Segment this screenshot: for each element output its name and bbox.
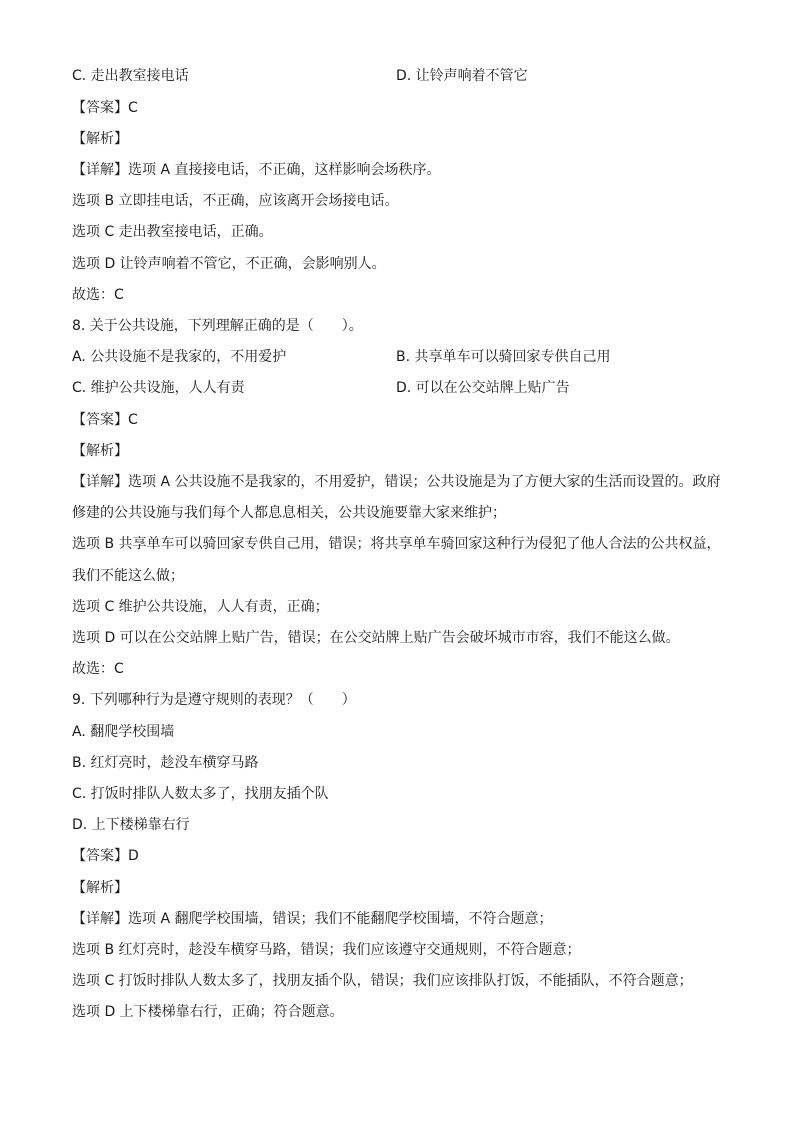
- q8-detail-b-line1: 选项 B 共享单车可以骑回家专供自己用，错误；将共享单车骑回家这种行为侵犯了他人合法的公共权益，: [72, 536, 721, 552]
- q7-option-d: D. 让铃声响着不管它: [396, 68, 528, 84]
- q7-detail-d: 选项 D 让铃声响着不管它，不正确，会影响别人。: [72, 256, 386, 272]
- q9-option-a: A. 翻爬学校围墙: [72, 724, 175, 740]
- q7-answer: 【答案】C: [72, 100, 138, 116]
- q8-detail-d: 选项 D 可以在公交站牌上贴广告，错误；在公交站牌上贴广告会破坏城市市容，我们不能这么做。: [72, 630, 680, 646]
- q9-analysis-heading: 【解析】: [72, 880, 128, 896]
- q7-detail-a: 【详解】选项 A 直接接电话，不正确，这样影响会场秩序。: [72, 162, 441, 178]
- q7-analysis-heading: 【解析】: [72, 131, 128, 147]
- q7-detail-b: 选项 B 立即挂电话，不正确，应该离开会场接电话。: [72, 193, 399, 209]
- q8-detail-c: 选项 C 维护公共设施，人人有责，正确；: [72, 599, 329, 615]
- q8-answer: 【答案】C: [72, 412, 138, 428]
- q9-detail-b: 选项 B 红灯亮时，趁没车横穿马路，错误；我们应该遵守交通规则，不符合题意；: [72, 942, 581, 958]
- q9-detail-a: 【详解】选项 A 翻爬学校围墙，错误；我们不能翻爬学校围墙，不符合题意；: [72, 911, 553, 927]
- q9-option-b: B. 红灯亮时，趁没车横穿马路: [72, 755, 259, 771]
- q8-question: 8. 关于公共设施，下列理解正确的是（ ）。: [72, 318, 363, 334]
- q8-detail-a-line1: 【详解】选项 A 公共设施不是我家的，不用爱护，错误；公共设施是为了方便大家的生活而设置的。政府: [72, 474, 721, 490]
- q7-conclusion: 故选：C: [72, 287, 124, 303]
- q8-analysis-heading: 【解析】: [72, 443, 128, 459]
- q8-option-a: A. 公共设施不是我家的，不用爱护: [72, 349, 287, 365]
- q8-option-d: D. 可以在公交站牌上贴广告: [396, 380, 570, 396]
- q8-detail-b-line2: 我们不能这么做；: [72, 568, 184, 584]
- q9-question: 9. 下列哪种行为是遵守规则的表现？（ ）: [72, 692, 356, 708]
- q9-answer: 【答案】D: [72, 848, 139, 864]
- q9-option-c: C. 打饭时排队人数太多了，找朋友插个队: [72, 786, 329, 802]
- q8-detail-a-line2: 修建的公共设施与我们每个人都息息相关，公共设施要靠大家来维护；: [72, 505, 506, 521]
- q9-detail-d: 选项 D 上下楼梯靠右行，正确；符合题意。: [72, 1004, 344, 1020]
- q7-option-c: C. 走出教室接电话: [72, 68, 189, 84]
- q8-option-c: C. 维护公共设施，人人有责: [72, 380, 245, 396]
- q9-detail-c: 选项 C 打饭时排队人数太多了，找朋友插个队，错误；我们应该排队打饭，不能插队，不符合题意；: [72, 973, 693, 989]
- q7-detail-c: 选项 C 走出教室接电话，正确。: [72, 224, 273, 240]
- q9-option-d: D. 上下楼梯靠右行: [72, 817, 190, 833]
- q8-conclusion: 故选：C: [72, 661, 124, 677]
- q8-option-b: B. 共享单车可以骑回家专供自己用: [396, 349, 611, 365]
